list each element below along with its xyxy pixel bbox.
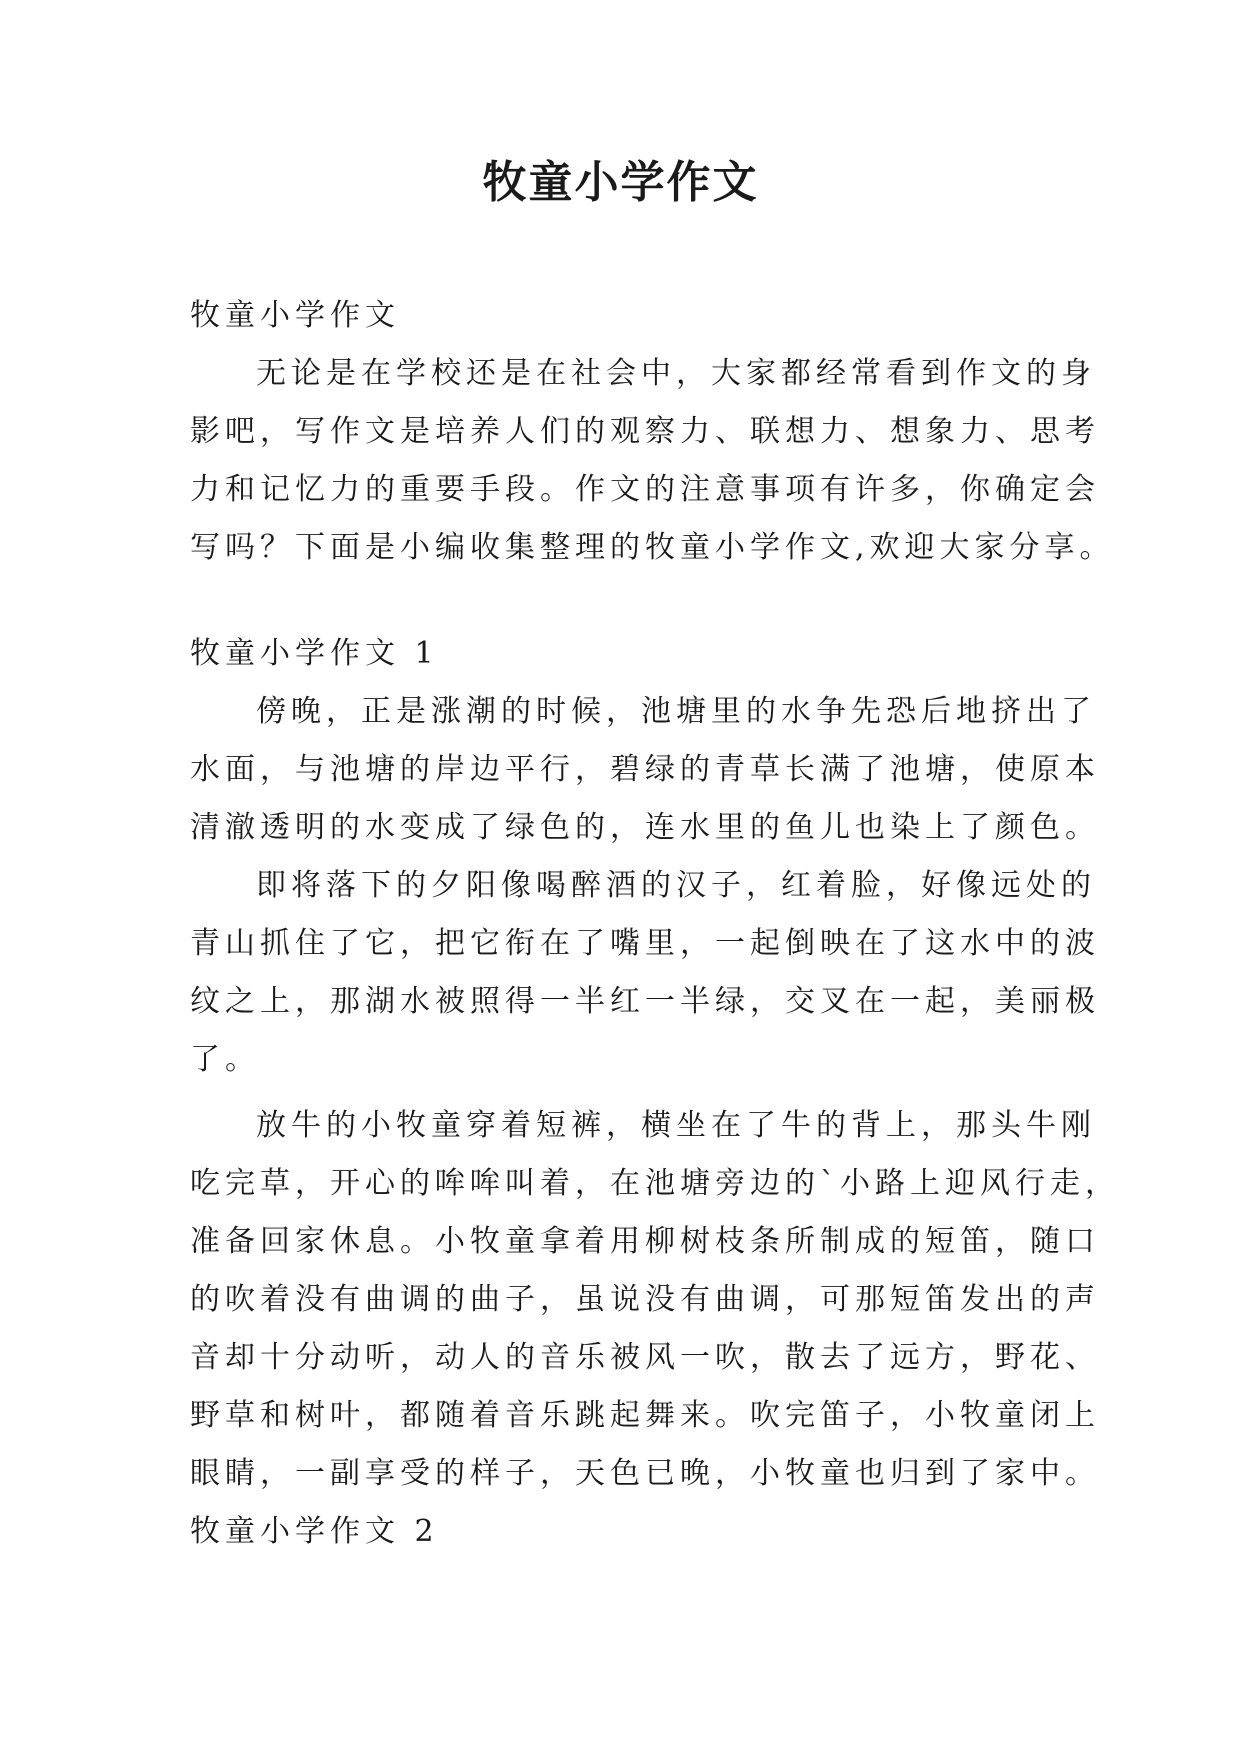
- section-spacer: [190, 577, 1080, 625]
- section-2-heading: 牧童小学作文 2: [190, 1514, 439, 1549]
- paragraph-line: 吃完草，开心的哞哞叫着，在池塘旁边的`小路上迎风行走，: [190, 1166, 1120, 1201]
- paragraph-line: 清澈透明的水变成了绿色的，连水里的鱼儿也染上了颜色。: [190, 810, 1100, 845]
- section-1-heading: 牧童小学作文 1: [190, 636, 439, 671]
- paragraph-line: 即将落下的夕阳像喝醉酒的汉子，红着脸，好像远处的: [256, 868, 1096, 903]
- paragraph-line: 纹之上，那湖水被照得一半红一半绿，交叉在一起，美丽极: [190, 984, 1100, 1019]
- intro-heading: 牧童小学作文: [190, 298, 400, 333]
- paragraph-line: 傍晚，正是涨潮的时候，池塘里的水争先恐后地挤出了: [256, 694, 1096, 729]
- document-body: [190, 287, 1120, 1561]
- paragraph-line: 了。: [190, 1042, 260, 1077]
- paragraph-line: 水面，与池塘的岸边平行，碧绿的青草长满了池塘，使原本: [190, 752, 1100, 787]
- paragraph-line: 写吗？下面是小编收集整理的牧童小学作文,欢迎大家分享。: [190, 530, 1115, 565]
- paragraph-line: 力和记忆力的重要手段。作文的注意事项有许多，你确定会: [190, 472, 1100, 507]
- paragraph-line: 影吧，写作文是培养人们的观察力、联想力、想象力、思考: [190, 414, 1100, 449]
- section-1-paragraph-2: [190, 857, 1100, 1089]
- paragraph-line: 青山抓住了它，把它衔在了嘴里，一起倒映在了这水中的波: [190, 926, 1100, 961]
- paragraph-line: 无论是在学校还是在社会中，大家都经常看到作文的身: [256, 356, 1096, 391]
- paragraph-line: 音却十分动听，动人的音乐被风一吹，散去了远方，野花、: [190, 1340, 1100, 1375]
- section-1-paragraph-3: [190, 1097, 1120, 1503]
- paragraph-line: 准备回家休息。小牧童拿着用柳树枝条所制成的短笛，随口: [190, 1224, 1100, 1259]
- document-title: 牧童小学作文: [482, 157, 759, 208]
- intro-paragraph: [190, 345, 1115, 577]
- section-1-paragraph-1: [190, 683, 1100, 857]
- paragraph-line: 放牛的小牧童穿着短裤，横坐在了牛的背上，那头牛刚: [256, 1108, 1096, 1143]
- paragraph-line: 的吹着没有曲调的曲子，虽说没有曲调，可那短笛发出的声: [190, 1282, 1100, 1317]
- paragraph-line: 眼睛，一副享受的样子，天色已晚，小牧童也归到了家中。: [190, 1456, 1100, 1491]
- paragraph-line: 野草和树叶，都随着音乐跳起舞来。吹完笛子，小牧童闭上: [190, 1398, 1100, 1433]
